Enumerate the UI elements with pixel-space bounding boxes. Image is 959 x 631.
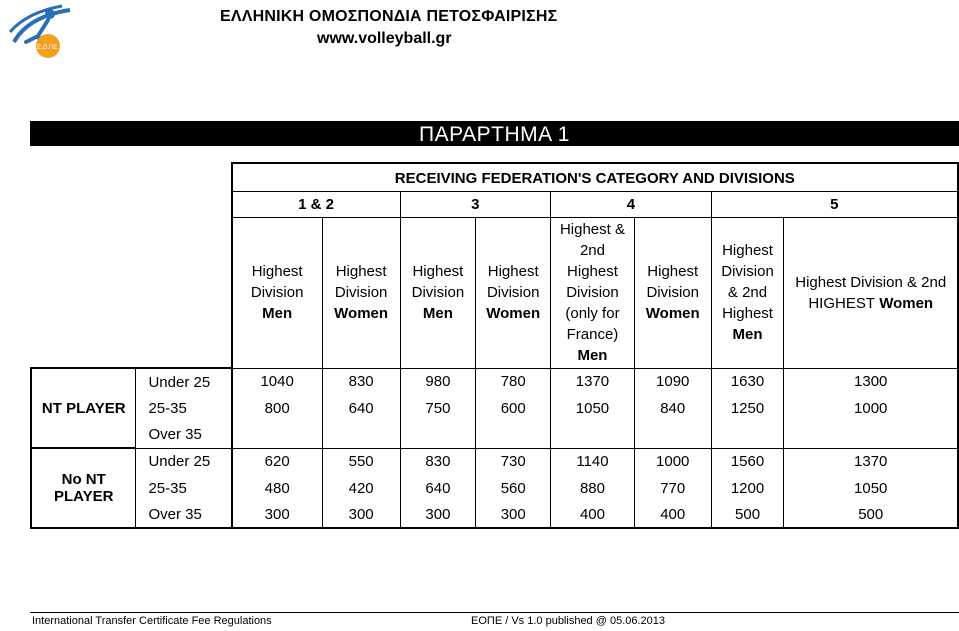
division-row	[31, 217, 958, 368]
fee-value: 1040	[232, 368, 323, 395]
fee-value: 600	[476, 395, 551, 422]
category-header: 1 & 2	[232, 191, 400, 217]
organization-name: ΕΛΛΗΝΙΚΗ ΟΜΟΣΠΟΝΔΙΑ ΠΕΤΟΣΦΑΙΡΙΣΗΣ	[220, 8, 558, 25]
division-gender: Women	[645, 305, 700, 322]
fee-value: 1200	[711, 475, 784, 502]
division-header	[551, 217, 635, 368]
division-line: Highest Division & 2nd	[795, 273, 947, 291]
division-header	[232, 217, 323, 368]
fee-value: 880	[551, 475, 635, 502]
fee-value: 1090	[634, 368, 711, 395]
fee-value: 300	[232, 502, 323, 528]
fee-value: 780	[476, 368, 551, 395]
organization-url[interactable]: www.volleyball.gr	[317, 30, 452, 47]
fee-value: 750	[400, 395, 476, 422]
corner-blank	[31, 217, 232, 368]
fee-value: 620	[232, 448, 323, 475]
fee-value: 1000	[634, 448, 711, 475]
division-line: Highest	[487, 263, 539, 280]
division-line: & 2nd	[727, 284, 768, 301]
fee-value: 980	[400, 368, 476, 395]
player-group-label: NT PLAYER	[31, 368, 136, 448]
fee-value: 830	[322, 368, 400, 395]
division-line: Highest	[722, 305, 773, 322]
fee-value: 1560	[711, 448, 784, 475]
fee-value: 640	[400, 475, 476, 502]
fee-value: 550	[322, 448, 400, 475]
fee-value: 640	[322, 395, 400, 422]
age-group: 25-35	[148, 400, 187, 417]
fee-row	[31, 422, 958, 448]
age-group: Under 25	[136, 368, 232, 395]
fee-table	[30, 162, 959, 529]
category-header: 3	[400, 191, 551, 217]
fee-value: 1050	[551, 395, 635, 422]
division-line: Highest	[412, 263, 464, 280]
division-header	[400, 217, 476, 368]
fee-value: 1000	[784, 395, 958, 422]
division-line: Highest	[251, 263, 303, 280]
division-gender: Men	[262, 305, 293, 322]
receiving-title-row	[31, 163, 958, 191]
fee-value: 400	[551, 502, 635, 528]
fee-value: 500	[784, 502, 958, 528]
division-header	[634, 217, 711, 368]
fee-value: 1370	[551, 368, 635, 395]
division-line: 2nd	[579, 242, 605, 259]
division-gender: Women	[486, 305, 541, 322]
division-line: (only for	[565, 305, 620, 322]
division-gender: Men	[732, 326, 763, 343]
division-line: Division	[411, 284, 465, 301]
fee-value: 420	[322, 475, 400, 502]
fee-value: 1250	[711, 395, 784, 422]
division-header	[784, 217, 958, 368]
division-gender: Men	[422, 305, 453, 322]
fee-value: 300	[476, 502, 551, 528]
fee-row	[31, 448, 958, 475]
division-line: Division	[334, 284, 388, 301]
fee-value: 1050	[784, 475, 958, 502]
division-line: Division	[486, 284, 540, 301]
division-line: Division	[566, 284, 619, 301]
fee-value: 560	[476, 475, 551, 502]
division-line: HIGHEST Women	[808, 294, 934, 312]
federation-logo	[4, 2, 74, 62]
fee-value: 1140	[551, 448, 635, 475]
fee-value	[634, 422, 711, 448]
division-line: Highest	[647, 263, 699, 280]
age-group: Over 35	[148, 426, 202, 444]
age-group: 25-35	[148, 480, 187, 497]
fee-value	[476, 422, 551, 448]
division-gender: Men	[577, 347, 608, 364]
fee-value: 730	[476, 448, 551, 475]
fee-value: 800	[232, 395, 323, 422]
footer-document-title: International Transfer Certificate Fee Regulations	[32, 615, 272, 627]
fee-row	[31, 475, 958, 502]
fee-value: 1300	[784, 368, 958, 395]
fee-value: 770	[634, 475, 711, 502]
category-row	[31, 191, 958, 217]
fee-row	[31, 502, 958, 528]
fee-row	[31, 368, 958, 395]
division-header	[711, 217, 784, 368]
fee-value	[711, 422, 784, 448]
age-group: Under 25	[136, 448, 232, 475]
fee-value: 1370	[784, 448, 958, 475]
division-line: Division	[721, 263, 774, 280]
category-header: 5	[711, 191, 958, 217]
fee-value: 300	[400, 502, 476, 528]
division-gender: Women	[334, 305, 389, 322]
division-line: Highest	[567, 263, 618, 280]
receiving-federation-title: RECEIVING FEDERATION'S CATEGORY AND DIVISIONS	[232, 163, 958, 191]
category-header: 4	[551, 191, 712, 217]
division-line: Highest	[722, 242, 773, 259]
fee-value	[322, 422, 400, 448]
fee-value	[551, 422, 635, 448]
annex-banner: ΠΑΡΑΡΤΗΜΑ 1	[30, 121, 959, 146]
fee-value: 500	[711, 502, 784, 528]
player-group-label: No NT PLAYER	[31, 448, 136, 528]
division-line: Division	[646, 284, 699, 301]
division-gender: Women	[875, 294, 934, 312]
fee-value: 840	[634, 395, 711, 422]
footer-divider	[30, 612, 959, 613]
division-line: Highest	[335, 263, 387, 280]
fee-value	[232, 422, 323, 448]
division-line: France)	[566, 326, 619, 343]
fee-value	[784, 422, 958, 448]
fee-value: 480	[232, 475, 323, 502]
corner-blank	[31, 163, 232, 191]
fee-value: 400	[634, 502, 711, 528]
age-group: Over 35	[136, 502, 232, 528]
division-header	[476, 217, 551, 368]
footer-version: ΕΟΠΕ / Vs 1.0 published @ 05.06.2013	[471, 615, 666, 627]
fee-value: 300	[322, 502, 400, 528]
fee-value	[400, 422, 476, 448]
fee-value: 830	[400, 448, 476, 475]
svg-text:Ε.Ο.ΠΕ.: Ε.Ο.ΠΕ.	[36, 45, 60, 51]
fee-row	[31, 395, 958, 422]
corner-blank	[31, 191, 232, 217]
division-line: Division	[250, 284, 304, 301]
division-header	[322, 217, 400, 368]
division-line: Highest &	[559, 221, 625, 238]
fee-value: 1630	[711, 368, 784, 395]
